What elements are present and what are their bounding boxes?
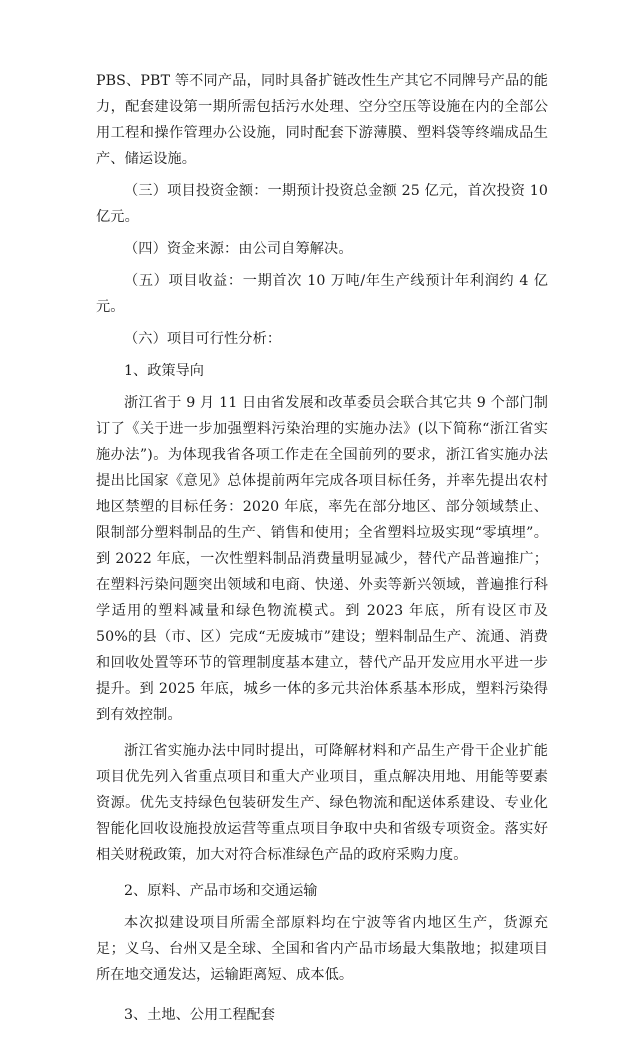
document-body [96, 68, 548, 1042]
paragraph-policy-support: 浙江省实施办法中同时提出，可降解材料和产品生产骨干企业扩能项目优先列入省重点项目和重大产业项目，重点解决用地、用能等要素资源。优先支持绿色包装研发生产、绿色物流和配送体系建设、专业化智能化回收设施投放运营等重点项目争取中央和省级专项资金。落实好相关财税政策，加大对符合标准绿色产品的政府采购力度。 [96, 743, 548, 863]
item-funding-source: （四）资金来源：由公司自筹解决。 [124, 241, 353, 257]
item-investment-amount: （三）项目投资金额：一期预计投资总金额 25 亿元，首次投资 10 亿元。 [96, 183, 548, 225]
paragraph-materials-market: 本次拟建设项目所需全部原料均在宁波等省内地区生产，货源充足；义乌、台州又是全球、全国和省内产品市场最大集散地；拟建项目所在地交通发达，运输距离短、成本低。 [96, 915, 548, 983]
paragraph-project-scope: PBS、PBT 等不同产品，同时具备扩链改性生产其它不同牌号产品的能力，配套建设第一期所需包括污水处理、空分空压等设施在内的全部公用工程和操作管理办公设施，同时配套下游薄膜、塑料袋等终端成品生产、储运设施。 [96, 73, 548, 167]
item-project-revenue: （五）项目收益：一期首次 10 万吨/年生产线预计年利润约 4 亿元。 [96, 273, 548, 315]
section-heading-materials-market: 2、原料、产品市场和交通运输 [124, 883, 318, 899]
section-heading-land-utilities: 3、土地、公用工程配套 [124, 1007, 275, 1023]
section-heading-policy: 1、政策导向 [124, 363, 204, 379]
item-feasibility-analysis: （六）项目可行性分析： [124, 331, 282, 347]
paragraph-policy-details: 浙江省于 9 月 11 日由省发展和改革委员会联合其它共 9 个部门制订了《关于进一步加强塑料污染治理的实施办法》(以下简称“浙江省实施办法”)。为体现我省各项工作走在全国前列的要求，浙江省实施办法提出比国家《意见》总体提前两年完成各项目标任务，并率先提出农村地区禁塑的目标任务：2020 年底，率先在部分地区、部分领域禁止、限制部分塑料制品的生产、销售和使用；全省塑料垃圾实现“零填埋”。到 2022 年底，一次性塑料制品消费量明显减少，替代产品普遍推广；在塑料污染问题突出领域和电商、快递、外卖等新兴领域，普遍推行科学适用的塑料减量和绿色物流模式。到 2023 年底，所有设区市及 50%的县（市、区）完成“无废城市”建设；塑料制品生产、流通、消费和回收处置等环节的管理制度基本建立，替代产品开发应用水平进一步提升。到 2025 年底，城乡一体的多元共治体系基本形成，塑料污染得到有效控制。 [96, 395, 548, 723]
